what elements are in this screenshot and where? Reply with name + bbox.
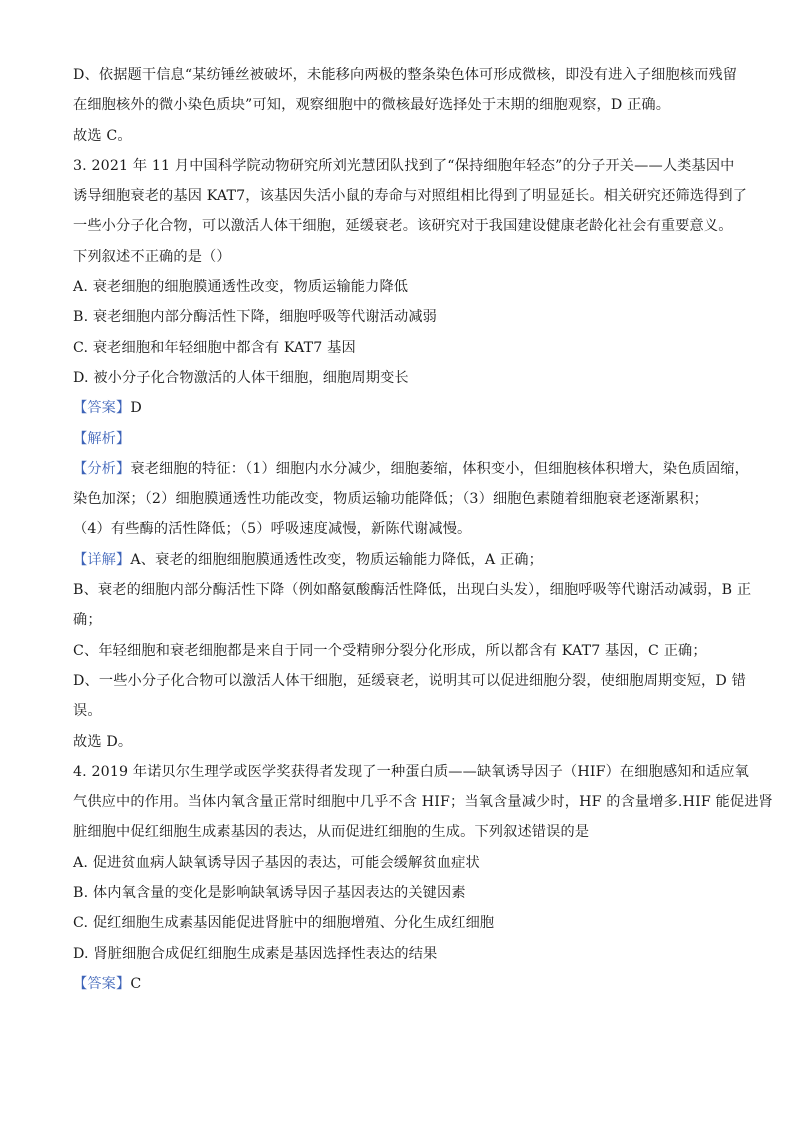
q4-option-a: A. 促进贫血病人缺氧诱导因子基因的表达，可能会缓解贫血症状	[73, 854, 480, 871]
question-4-line-1: 4. 2019 年诺贝尔生理学或医学奖获得者发现了一种蛋白质——缺氧诱导因子（HIF）在细胞感知和适应氧	[73, 763, 749, 780]
detail-tag: 【详解】	[73, 551, 131, 568]
detail-text: A、衰老的细胞细胞膜通透性改变，物质运输能力降低，A 正确；	[130, 551, 543, 568]
option-b: B. 衰老细胞内部分酶活性下降，细胞呼吸等代谢活动减弱	[73, 309, 437, 326]
answer-tag: 【答案】	[73, 400, 131, 417]
question-3-line-2: 诱导细胞衰老的基因 KAT7，该基因失活小鼠的寿命与对照组相比得到了明显延长。相关研究还筛选得到了	[73, 188, 748, 205]
explanation-line	[73, 424, 724, 454]
question-4-line-2: 气供应中的作用。当体内氧含量正常时细胞中几乎不含 HIF；当氧含量减少时，HF 的含量增多.HIF 能促进肾	[73, 794, 773, 811]
question-3-line-1: 3. 2021 年 11 月中国科学院动物研究所刘光慧团队找到了“保持细胞年轻态”的分子开关——人类基因中	[73, 157, 735, 174]
answer-line	[73, 393, 724, 423]
q4-answer-line	[73, 969, 724, 999]
q4-option-b: B. 体内氧含量的变化是影响缺氧诱导因子基因表达的关键因素	[73, 885, 466, 902]
question-4-line-3: 脏细胞中促红细胞生成素基因的表达，从而促进红细胞的生成。下列叙述错误的是	[73, 824, 590, 841]
detail-line-3: 确；	[73, 612, 102, 629]
detail-line-2: B、衰老的细胞内部分酶活性下降（例如酪氨酸酶活性降低，出现白头发），细胞呼吸等代谢活动减弱，B 正	[73, 582, 752, 599]
analysis-line-3: （4）有些酶的活性降低；（5）呼吸速度减慢，新陈代谢减慢。	[73, 521, 472, 538]
analysis-line-2: 染色加深；（2）细胞膜通透性功能改变，物质运输功能降低；（3）细胞色素随着细胞衰老逐渐累积；	[73, 491, 709, 508]
option-a: A. 衰老细胞的细胞膜通透性改变，物质运输能力降低	[73, 279, 409, 296]
detail-line-1	[73, 545, 724, 575]
text-line-3: 故选 C。	[73, 127, 132, 144]
option-c: C. 衰老细胞和年轻细胞中都含有 KAT7 基因	[73, 339, 356, 356]
answer-value: D	[130, 400, 142, 417]
q4-option-d: D. 肾脏细胞合成促红细胞生成素是基因选择性表达的结果	[73, 945, 438, 962]
q4-answer-value: C	[130, 975, 142, 992]
question-3-prompt: 下列叙述不正确的是（）	[73, 248, 231, 265]
detail-line-5: D、一些小分子化合物可以激活人体干细胞，延缓衰老，说明其可以促进细胞分裂，使细胞周期变短，D 错	[73, 672, 746, 689]
analysis-line-1	[73, 454, 749, 484]
q4-answer-tag: 【答案】	[73, 975, 131, 992]
detail-line-6: 误。	[73, 703, 102, 720]
option-d: D. 被小分子化合物激活的人体干细胞，细胞周期变长	[73, 369, 409, 386]
analysis-text: 衰老细胞的特征：（1）细胞内水分减少，细胞萎缩，体积变小，但细胞核体积增大，染色质固缩，	[130, 460, 749, 477]
detail-line-4: C、年轻细胞和衰老细胞都是来自于同一个受精卵分裂分化形成，所以都含有 KAT7 基因，C 正确；	[73, 642, 707, 659]
q4-option-c: C. 促红细胞生成素基因能促进肾脏中的细胞增殖、分化生成红细胞	[73, 915, 495, 932]
question-3-line-3: 一些小分子化合物，可以激活人体干细胞，延缓衰老。该研究对于我国建设健康老龄化社会有重要意义。	[73, 218, 733, 235]
text-line-2: 在细胞核外的微小染色质块”可知，观察细胞中的微核最好选择处于末期的细胞观察，D 正确。	[73, 97, 671, 114]
text-line-1: D、依据题干信息“某纺锤丝被破坏，未能移向两极的整条染色体可形成微核，即没有进入子细胞核而残留	[73, 67, 738, 83]
explanation-tag: 【解析】	[73, 430, 131, 447]
analysis-tag: 【分析】	[73, 460, 131, 477]
choose-line: 故选 D。	[73, 733, 133, 750]
